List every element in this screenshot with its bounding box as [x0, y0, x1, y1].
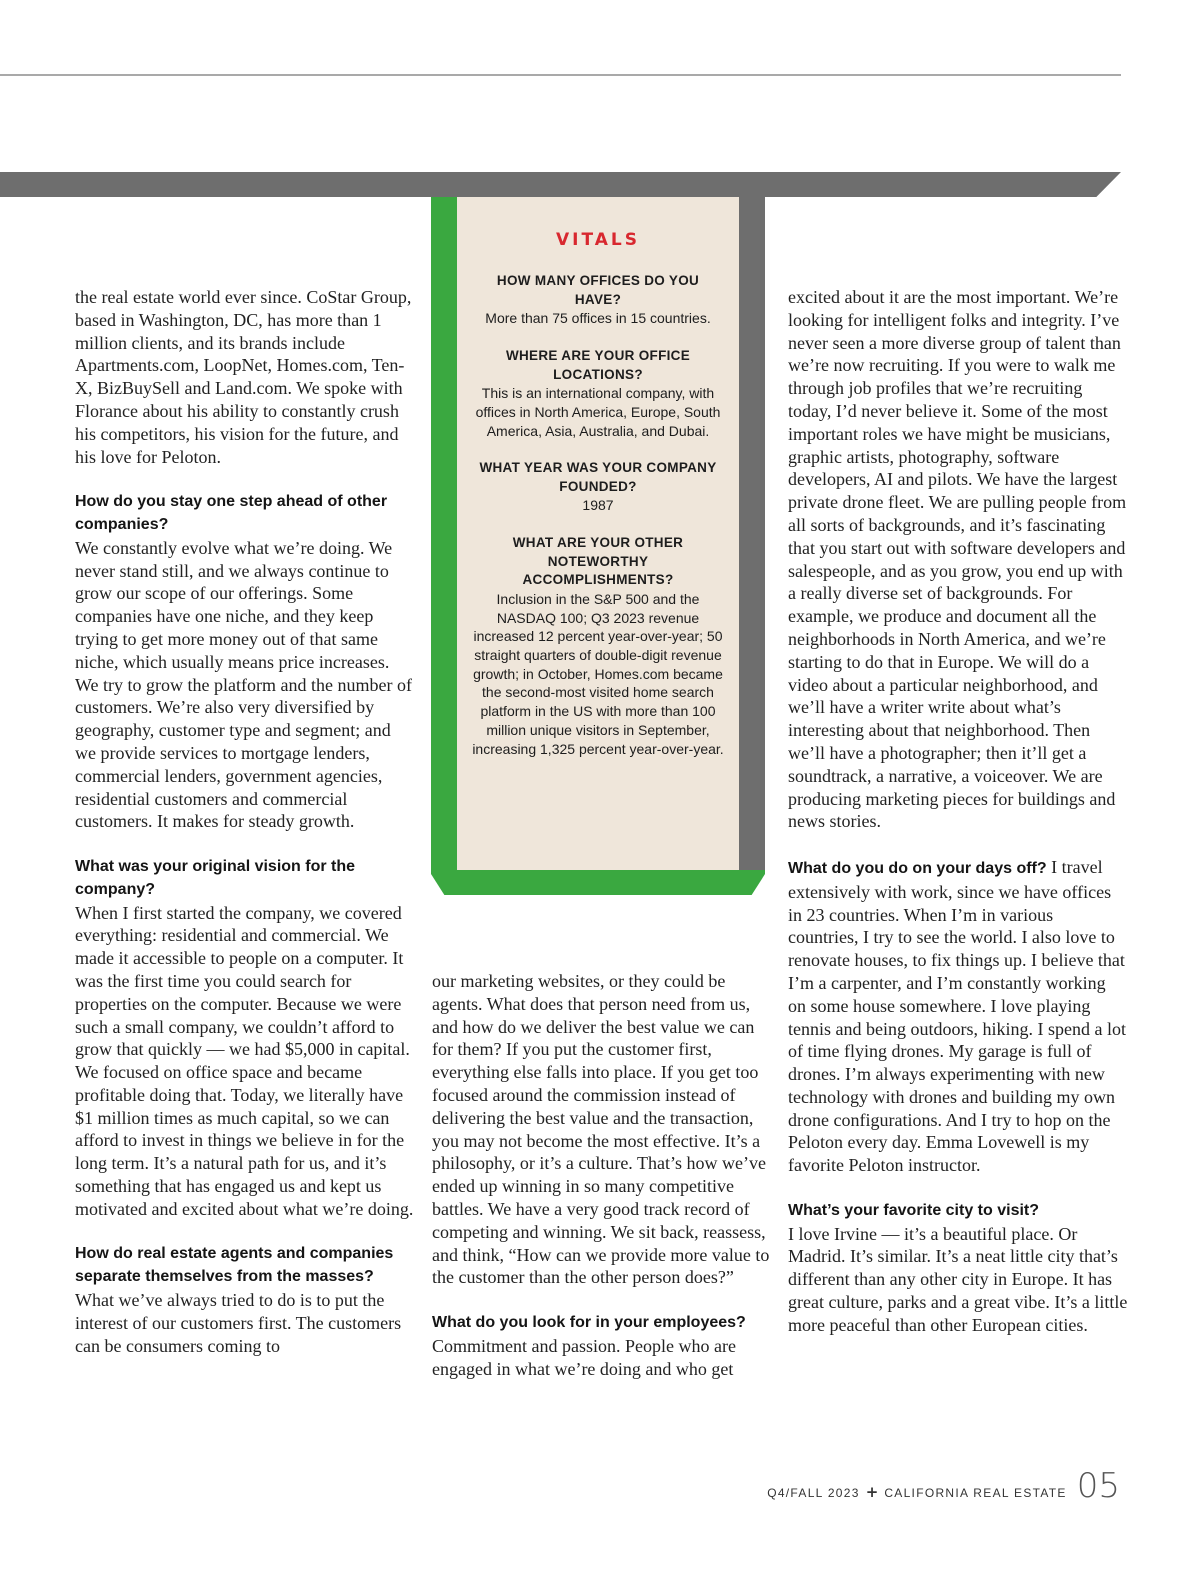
- vitals-answer: Inclusion in the S&P 500 and the NASDAQ 100; Q3 2023 revenue increased 12 percent year-over-year; 50 straight quarters of double-digit revenue growth; in October, Homes.com became the second-most visited home search platform in the US with more than 100 million unique visitors in September, increasing 1,325 percent year-over-year.: [472, 590, 724, 757]
- answer-text: I travel extensively with work, since we have offices in 23 countries. When I’m in various countries, I try to see the world. I also love to renovate houses, to fix things up. I believe that I’m a carpenter, and I’m constantly working on some house somewhere. I love playing tennis and being outdoors, hiking. I spend a lot of time flying drones. My garage is full of drones. I’m always experimenting with new technology with drones and building my own drone configurations. And I try to hop on the Peloton every day. Emma Lovewell is my favorite Peloton instructor.: [788, 856, 1126, 1176]
- vitals-frame-gray: [739, 197, 765, 870]
- vitals-item: [472, 347, 724, 441]
- answer-text: What we’ve always tried to do is to put the interest of our customers first. The customers can be consumers coming to: [75, 1290, 402, 1356]
- answer-text: Commitment and passion. People who are engaged in what we’re doing and who get: [432, 1335, 736, 1379]
- question-heading: What do you do on your days off?: [788, 859, 1047, 877]
- question-heading: What do you look for in your employees?: [432, 1313, 746, 1331]
- top-rule: [0, 74, 1121, 76]
- vitals-question: WHAT YEAR WAS YOUR COMPANY FOUNDED?: [479, 460, 717, 494]
- vitals-title: VITALS: [556, 230, 640, 250]
- vitals-answer: 1987: [582, 497, 614, 514]
- article-column-3: [788, 286, 1128, 1337]
- qa-block: [75, 1243, 415, 1357]
- qa-block: [788, 1200, 1128, 1337]
- vitals-item: [472, 272, 724, 328]
- answer-continuation: excited about it are the most important. We’re looking for intelligent folks and integrity. I’ve never seen a more diverse group of talent than we’re now recruiting. If you were to walk me through job profiles that we’re recruiting today, I’d never believe it. Some of the most important roles we have might be musicians, graphic artists, photography, software developers, AI and pilots. We have the largest private drone fleet. We are pulling people from all sorts of backgrounds, and it’s fascinating that you start out with software developers and salespeople, and as you grow, you end up with a really diverse set of backgrounds. For example, we produce and document all the neighborhoods in North America, and we’re starting to do that in Europe. We will do a video about a particular neighborhood, and we’ll have a writer write about what’s interesting about that neighborhood. Then we’ll have a photographer; then it’ll get a soundtrack, a narrative, a voiceover. We are producing marketing pieces for buildings and news stories.: [788, 287, 1127, 832]
- qa-block: [788, 856, 1128, 1177]
- qa-block: [432, 1312, 772, 1380]
- vitals-item: [472, 459, 724, 515]
- vitals-body: [472, 272, 724, 777]
- header-band: [0, 172, 1121, 197]
- answer-continuation: our marketing websites, or they could be agents. What does that person need from us, and how do we deliver the best value we can for them? If you put the customer first, everything else falls into place. If you get too focused around the commission instead of delivering the best value and the transaction, you may not become the most effective. It’s a philosophy, or it’s a culture. That’s how we’ve ended up winning in so many competitive battles. We have a very good track record of competing and winning. We sit back, reassess, and think, “How can we provide more value to the customer than the other person does?”: [432, 971, 770, 1288]
- intro-paragraph: the real estate world ever since. CoStar Group, based in Washington, DC, has more than 1 million clients, and its brands include Apartments.com, LoopNet, Homes.com, Ten-X, BizBuySell and Land.com. We spoke with Florance about his ability to constantly crush his competitors, his vision for the future, and his love for Peloton.: [75, 287, 412, 467]
- article-column-2: [432, 970, 772, 1380]
- page-footer: [767, 1466, 1120, 1506]
- qa-block: [75, 856, 415, 1221]
- answer-text: I love Irvine — it’s a beautiful place. Or Madrid. It’s similar. It’s a neat little city that’s different than any other city in Europe. It has great culture, parks and a great vibe. It’s a little more peaceful than other European cities.: [788, 1223, 1128, 1335]
- article-column-1: [75, 286, 415, 1357]
- vitals-item: [472, 534, 724, 758]
- answer-text: When I first started the company, we covered everything: residential and commercial. We made it accessible to people on a computer. It was the first time you could search for properties on the computer. Because we were such a small company, we couldn’t afford to grow that quickly — we had $5,000 in capital. We focused on office space and became profitable doing that. Today, we literally have $1 million times as much capital, so we can afford to invest in things we believe in for the long term. It’s a natural path for us, and it’s something that has engaged us and kept us motivated and excited about what we’re doing.: [75, 902, 414, 1219]
- answer-text: We constantly evolve what we’re doing. We never stand still, and we always continue to grow our scope of our offerings. Some companies have one niche, and they keep trying to get more money out of that same niche, which usually means price increases. We try to grow the platform and the number of customers. We’re also very diversified by geography, customer type and segment; and we provide services to mortgage lenders, commercial lenders, government agencies, residential customers and commercial customers. It makes for steady growth.: [75, 537, 412, 832]
- vitals-answer: This is an international company, with offices in North America, Europe, South America, Asia, Australia, and Dubai.: [475, 385, 721, 439]
- question-heading: What was your original vision for the company?: [75, 857, 356, 898]
- qa-block: [75, 491, 415, 833]
- vitals-question: HOW MANY OFFICES DO YOU HAVE?: [496, 273, 700, 307]
- vitals-question: WHAT ARE YOUR OTHER NOTEWORTHY ACCOMPLISHMENTS?: [512, 534, 684, 588]
- footer-issue: Q4/FALL 2023: [767, 1486, 860, 1500]
- question-heading: What’s your favorite city to visit?: [788, 1201, 1040, 1219]
- plus-icon: +: [865, 1483, 879, 1501]
- question-heading: How do real estate agents and companies separate themselves from the masses?: [75, 1245, 394, 1286]
- page-number: 05: [1076, 1466, 1120, 1506]
- vitals-question: WHERE ARE YOUR OFFICE LOCATIONS?: [505, 347, 691, 382]
- vitals-answer: More than 75 offices in 15 countries.: [485, 310, 711, 327]
- question-heading: How do you stay one step ahead of other companies?: [75, 493, 388, 533]
- footer-publication: CALIFORNIA REAL ESTATE: [884, 1486, 1067, 1500]
